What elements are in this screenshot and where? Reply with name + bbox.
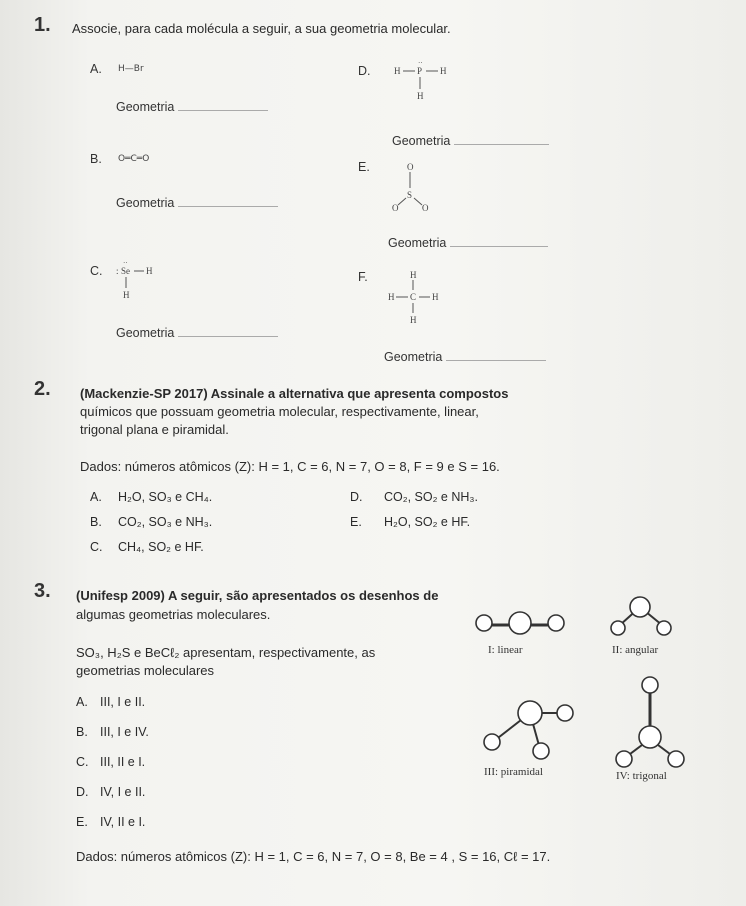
q1-item-a-letter: A. [90, 62, 102, 76]
atom-h-left: H [394, 66, 401, 76]
q2-prompt-line2: químicos que possuam geometria molecular, respectivamente, linear, [80, 404, 479, 419]
q2-option-b[interactable]: B. CO₂, SO₃ e NH₃. [90, 515, 213, 529]
figure-linear-label: I: linear [488, 644, 523, 656]
atom-h-left: H [388, 292, 395, 302]
q2-option-d[interactable]: D. CO₂, SO₂ e NH₃. [350, 490, 478, 504]
q3-prompt-line1: (Unifesp 2009) A seguir, são apresentados os desenhos de [76, 588, 439, 603]
q3-dados: Dados: números atômicos (Z): H = 1, C = 6, N = 7, O = 8, Be = 4 , S = 16, Cℓ = 17. [76, 849, 551, 864]
q1-item-e-structure [384, 158, 444, 218]
atom-h-right: H [432, 292, 439, 302]
q1-item-b-formula: O═C═O [118, 154, 150, 164]
q3-statement-line1: SO₃, H₂S e BeCℓ₂ apresentam, respectivamente, as [76, 645, 376, 660]
q1-item-b-geometria-label: Geometria [116, 196, 278, 210]
q1-item-d-structure [390, 56, 460, 104]
q3-number: 3. [34, 580, 51, 602]
svg-text:··: ·· [418, 59, 423, 67]
atom-o-right: O [422, 203, 429, 213]
q1-item-f-structure [384, 266, 444, 330]
q1-item-c-letter: C. [90, 264, 103, 278]
atom-s: S [407, 190, 413, 200]
q1-item-b-letter: B. [90, 152, 102, 166]
atom-h-top: H [410, 270, 417, 280]
figure-angular-label: II: angular [612, 644, 659, 656]
atom-h-right: H [440, 66, 447, 76]
q1-item-e-geometria-label: Geometria [388, 236, 548, 250]
q1-item-a-geometria-label: Geometria [116, 100, 268, 114]
q1-item-c-geometria-label: Geometria [116, 326, 278, 340]
atom-h-bottom: H [417, 91, 424, 101]
q1-prompt: Associe, para cada molécula a seguir, a sua geometria molecular. [72, 21, 451, 36]
atom-h-right: H [146, 266, 153, 276]
figure-piramidal-label: III: piramidal [484, 766, 543, 778]
q3-option-a[interactable]: A. III, I e II. [76, 695, 146, 709]
q2-number: 2. [34, 378, 51, 400]
q2-prompt-line3: trigonal plana e piramidal. [80, 422, 229, 437]
atom-h-bottom: H [123, 290, 130, 300]
q2-option-e[interactable]: E. H₂O, SO₂ e HF. [350, 515, 471, 529]
figure-trigonal-label: IV: trigonal [616, 770, 667, 782]
atom-p: P [417, 66, 423, 76]
svg-text::: : [116, 266, 119, 276]
q3-geometry-figures [470, 595, 700, 795]
q1-item-a-formula: H—Br [118, 64, 144, 74]
q2-dados: Dados: números atômicos (Z): H = 1, C = 6, N = 7, O = 8, F = 9 e S = 16. [80, 459, 500, 474]
q1-item-d-letter: D. [358, 64, 371, 78]
q3-option-b[interactable]: B. III, I e IV. [76, 725, 149, 739]
svg-text:··: ·· [123, 259, 128, 267]
q1-item-f-letter: F. [358, 270, 368, 284]
q1-number: 1. [34, 14, 51, 36]
q3-prompt-line2: algumas geometrias moleculares. [76, 607, 271, 622]
q3-statement-line2: geometrias moleculares [76, 663, 215, 678]
atom-o-left: O [392, 203, 399, 213]
q1-item-c-structure [114, 256, 164, 302]
figure-trigonal [616, 677, 684, 782]
q1-item-e-letter: E. [358, 160, 370, 174]
q3-option-e[interactable]: E. IV, II e I. [76, 815, 146, 829]
figure-piramidal [484, 701, 573, 778]
atom-o-top: O [407, 162, 414, 172]
atom-c: C [410, 292, 417, 302]
q2-option-c[interactable]: C. CH₄, SO₂ e HF. [90, 540, 204, 554]
atom-h-bottom: H [410, 315, 417, 325]
atom-se: Se [121, 266, 130, 276]
q3-option-c[interactable]: C. III, II e I. [76, 755, 146, 769]
figure-linear [476, 612, 564, 656]
q2-prompt-line1: (Mackenzie-SP 2017) Assinale a alternativa que apresenta compostos [80, 386, 509, 401]
q1-item-d-geometria-label: Geometria [392, 134, 549, 148]
figure-angular [611, 597, 671, 656]
q3-option-d[interactable]: D. IV, I e II. [76, 785, 146, 799]
q2-option-a[interactable]: A. H₂O, SO₃ e CH₄. [90, 490, 213, 504]
q1-item-f-geometria-label: Geometria [384, 350, 546, 364]
